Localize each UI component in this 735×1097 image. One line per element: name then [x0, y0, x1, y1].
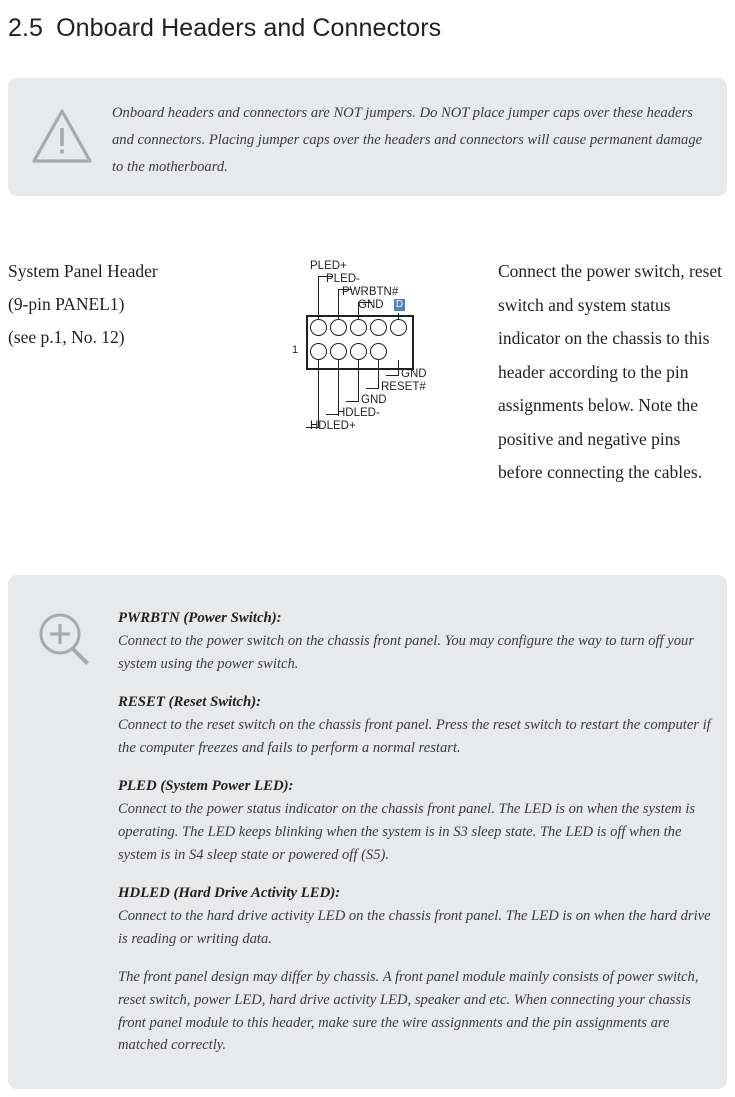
info-text-reset: Connect to the reset switch on the chassis front panel. Press the reset switch to restart the computer if the computer freezes and fails to perform a normal restart.: [118, 717, 711, 756]
leader-pled-minus: [338, 289, 339, 319]
header-item-info: [8, 255, 268, 354]
info-heading-pled: PLED (System Power LED):: [118, 778, 294, 795]
leader-gnd-2: [358, 360, 359, 401]
info-heading-hdled: HDLED (Hard Drive Activity LED):: [118, 885, 341, 902]
page-title: [8, 14, 441, 43]
pin-bottom-2: [330, 343, 347, 360]
leader-hdled-plus: [318, 360, 319, 427]
section-title-text: Onboard Headers and Connectors: [56, 14, 442, 42]
label-reset: RESET#: [381, 381, 426, 393]
label-gnd-2: GND: [361, 394, 387, 406]
warning-note-panel: [8, 78, 727, 196]
leader-hdled-minus: [338, 360, 339, 414]
label-hdled-plus: HDLED+: [310, 420, 356, 432]
header-item-reference: (see p.1, No. 12): [8, 327, 125, 347]
label-gnd-top: GND: [358, 299, 384, 311]
info-block-pwrbtn: [118, 607, 714, 675]
info-text-hdled: Connect to the hard drive activity LED on the chassis front panel. The LED is on when the hard drive is reading or writing data.: [118, 908, 711, 947]
info-heading-pwrbtn: PWRBTN (Power Switch):: [118, 610, 282, 626]
pin-bottom-4: [370, 343, 387, 360]
header-item-name: System Panel Header: [8, 261, 158, 281]
header-item-description: Connect the power switch, reset switch and system status indicator on the chassis to this header according to the pin assignments below. Note the positive and negative pins before connecting the cables.: [498, 261, 723, 482]
leader-gnd-bottom-h: [386, 375, 399, 376]
pin-top-1: [310, 319, 327, 336]
info-blocks: [118, 607, 714, 1057]
info-heading-reset: RESET (Reset Switch):: [118, 694, 262, 711]
header-item-pins: (9-pin PANEL1): [8, 294, 125, 314]
pin-bottom-1: [310, 343, 327, 360]
warning-note-text: Onboard headers and connectors are NOT jumpers. Do NOT place jumper caps over these headers and connectors. Placing jumper caps over the headers and connectors will cause permanent damage to the motherboard.: [112, 105, 703, 175]
info-block-hdled: [118, 882, 714, 950]
pin-1-number: 1: [292, 344, 299, 356]
warning-triangle-icon: [32, 108, 92, 164]
label-pled-minus: PLED-: [326, 273, 360, 285]
label-gnd-bottom: GND: [401, 368, 427, 380]
pin-top-4: [370, 319, 387, 336]
label-pwrbtn: PWRBTN#: [342, 286, 399, 298]
leader-reset-h: [366, 388, 379, 389]
info-text-pled: Connect to the power status indicator on the chassis front panel. The LED is on when the system is operating. The LED keeps blinking when the system is in S3 sleep state. The LED is off when the system is in S4 sleep state or powered off (S5).: [118, 801, 696, 863]
panel-header-diagram: [282, 258, 488, 443]
leader-gnd-bottom: [398, 360, 399, 375]
leader-reset: [378, 360, 379, 388]
pin-top-5: [390, 319, 407, 336]
magnifier-plus-icon: [36, 610, 92, 672]
leader-pled-plus: [318, 276, 319, 319]
info-text-note: The front panel design may differ by chassis. A front panel module mainly consists of power switch, reset switch, power LED, hard drive activity LED, speaker and etc. When connecting your chassis front panel module to this header, make sure the wire assignments and the pin assignments are matched correctly.: [118, 969, 699, 1054]
leader-gnd-2-h: [346, 401, 359, 402]
pin-bottom-3: [350, 343, 367, 360]
info-block-note: [118, 966, 714, 1056]
label-hdled-minus: HDLED-: [337, 407, 380, 419]
info-text-pwrbtn: Connect to the power switch on the chassis front panel. You may configure the way to turn off your system using the power switch.: [118, 633, 695, 672]
info-block-reset: [118, 691, 714, 759]
pin-bottom-blank: [390, 343, 407, 360]
section-number: 2.5: [8, 14, 44, 42]
label-pled-plus: PLED+: [310, 260, 347, 272]
info-panel: [8, 575, 727, 1089]
pin-top-2: [330, 319, 347, 336]
info-block-pled: [118, 775, 714, 866]
gnd-badge: D: [395, 299, 404, 310]
leader-gnd-top: [398, 313, 399, 319]
pin-top-3: [350, 319, 367, 336]
